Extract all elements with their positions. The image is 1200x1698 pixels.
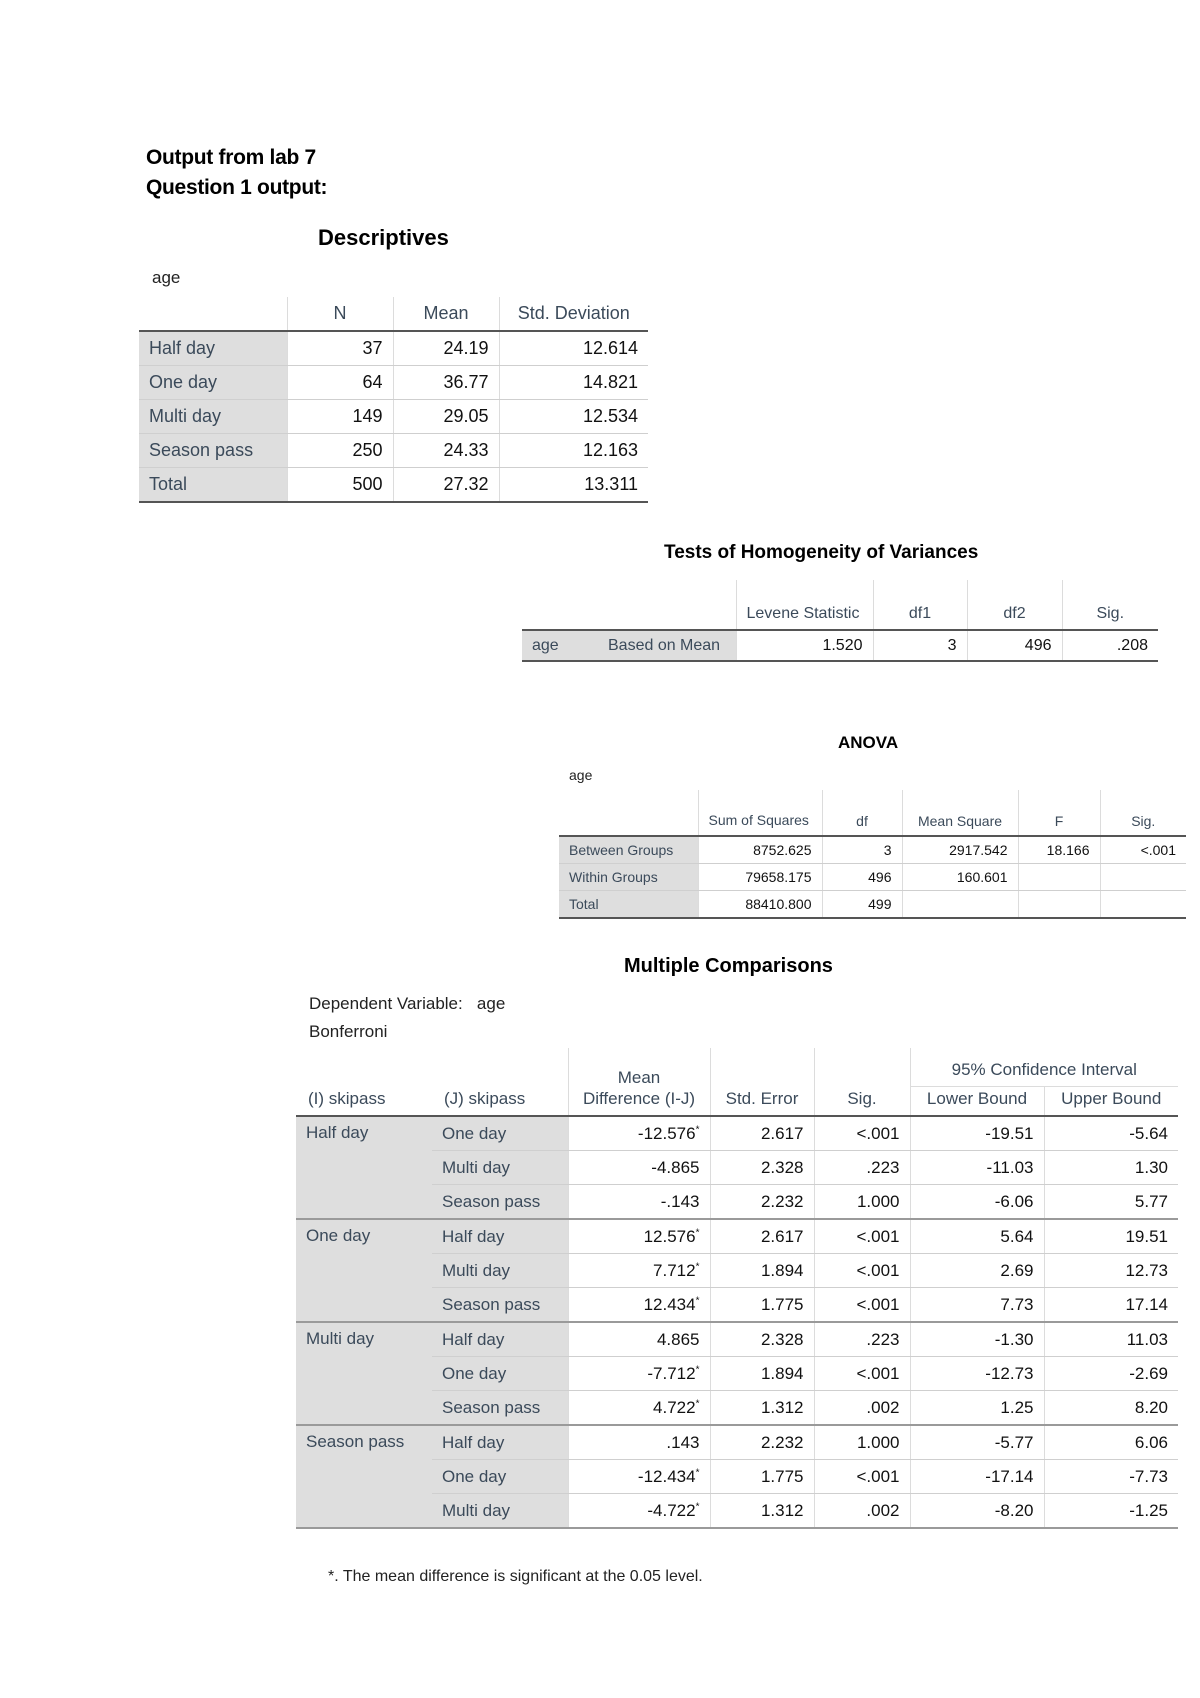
mean-square: 160.601 <box>902 864 1018 891</box>
table-row <box>139 434 648 468</box>
f-value <box>1018 864 1100 891</box>
levene-title: Tests of Homogeneity of Variances <box>664 542 979 563</box>
column-header: Levene Statistic <box>736 580 873 630</box>
descriptives-table <box>139 297 648 503</box>
n-value: 149 <box>287 400 393 434</box>
mean-difference <box>568 1494 710 1529</box>
table-row <box>296 1219 1178 1254</box>
upper-bound: 6.06 <box>1044 1425 1178 1460</box>
significance-footnote: *. The mean difference is significant at the 0.05 level. <box>328 1568 703 1585</box>
row-label: Total <box>559 891 698 919</box>
group-label-j: One day <box>432 1460 568 1494</box>
table-row <box>139 366 648 400</box>
table-row <box>296 1116 1178 1151</box>
significance-marker: * <box>695 1500 700 1512</box>
group-label-j: Half day <box>432 1322 568 1357</box>
lower-bound: 5.64 <box>910 1219 1044 1254</box>
significance-marker: * <box>695 1466 700 1478</box>
anova-variable: age <box>569 767 593 783</box>
row-label: Season pass <box>139 434 287 468</box>
levene-statistic: 1.520 <box>736 630 873 661</box>
mean-difference-value: 12.576 <box>643 1226 696 1246</box>
upper-bound: 12.73 <box>1044 1254 1178 1288</box>
row-label: Half day <box>139 331 287 366</box>
column-header: Sig. <box>1100 790 1186 836</box>
std-error: 1.894 <box>710 1254 814 1288</box>
table-row <box>139 468 648 503</box>
mean-value: 24.19 <box>393 331 499 366</box>
mean-difference <box>568 1116 710 1151</box>
column-header: F <box>1018 790 1100 836</box>
upper-bound: 8.20 <box>1044 1391 1178 1426</box>
row-basis: Based on Mean <box>598 630 736 661</box>
mean-difference-value: -7.712 <box>647 1363 696 1383</box>
sig-value: <.001 <box>814 1357 910 1391</box>
sig-value: <.001 <box>814 1254 910 1288</box>
mean-difference-value: .143 <box>666 1432 700 1452</box>
levene-df1: 3 <box>873 630 967 661</box>
std-error: 1.312 <box>710 1391 814 1426</box>
mean-difference <box>568 1185 710 1220</box>
group-label-j: Season pass <box>432 1185 568 1220</box>
significance-marker: * <box>695 1123 700 1135</box>
mean-difference <box>568 1322 710 1357</box>
sig-value: <.001 <box>814 1460 910 1494</box>
sum-of-squares: 8752.625 <box>698 836 822 864</box>
row-variable: age <box>522 630 598 661</box>
mean-difference <box>568 1254 710 1288</box>
mean-square <box>902 891 1018 919</box>
group-label-j: Season pass <box>432 1288 568 1323</box>
descriptives-variable: age <box>152 268 181 287</box>
group-label-j: One day <box>432 1357 568 1391</box>
upper-bound: 1.30 <box>1044 1151 1178 1185</box>
column-header: (I) skipass <box>296 1086 432 1116</box>
levene-sig: .208 <box>1062 630 1158 661</box>
sig-value: <.001 <box>814 1288 910 1323</box>
column-header: Std. Deviation <box>499 297 648 331</box>
mean-difference <box>568 1151 710 1185</box>
significance-marker: * <box>695 1260 700 1272</box>
column-header: Sig. <box>1062 580 1158 630</box>
sig-value: <.001 <box>1100 836 1186 864</box>
lower-bound: 2.69 <box>910 1254 1044 1288</box>
std-error: 2.328 <box>710 1151 814 1185</box>
group-label-i: Season pass <box>296 1425 432 1528</box>
significance-marker: * <box>695 1397 700 1409</box>
n-value: 250 <box>287 434 393 468</box>
mean-value: 29.05 <box>393 400 499 434</box>
std-error: 2.328 <box>710 1322 814 1357</box>
column-header: Sig. <box>814 1048 910 1116</box>
upper-bound: -2.69 <box>1044 1357 1178 1391</box>
df-value: 3 <box>822 836 902 864</box>
row-label: Between Groups <box>559 836 698 864</box>
column-header: N <box>287 297 393 331</box>
column-header: Sum of Squares <box>698 790 822 836</box>
column-header: Mean Difference (I-J) <box>568 1048 710 1116</box>
mean-difference <box>568 1460 710 1494</box>
sum-of-squares: 88410.800 <box>698 891 822 919</box>
sum-of-squares: 79658.175 <box>698 864 822 891</box>
upper-bound: 19.51 <box>1044 1219 1178 1254</box>
df-value: 499 <box>822 891 902 919</box>
sig-value: .223 <box>814 1151 910 1185</box>
table-row <box>559 891 1186 919</box>
group-label-j: Season pass <box>432 1391 568 1426</box>
n-value: 37 <box>287 331 393 366</box>
mean-value: 27.32 <box>393 468 499 503</box>
group-label-i: Half day <box>296 1116 432 1219</box>
df-value: 496 <box>822 864 902 891</box>
group-label-j: Multi day <box>432 1151 568 1185</box>
sig-value: .002 <box>814 1494 910 1529</box>
lower-bound: 1.25 <box>910 1391 1044 1426</box>
mean-difference <box>568 1391 710 1426</box>
sd-value: 14.821 <box>499 366 648 400</box>
std-error: 1.894 <box>710 1357 814 1391</box>
mean-difference-value: 12.434 <box>643 1294 696 1314</box>
mean-difference-value: -.143 <box>660 1191 700 1211</box>
column-header: df <box>822 790 902 836</box>
mean-difference-value: 4.722 <box>653 1397 696 1417</box>
table-row <box>559 864 1186 891</box>
std-error: 2.232 <box>710 1185 814 1220</box>
method-note: Bonferroni <box>309 1022 388 1041</box>
table-row <box>139 331 648 366</box>
significance-marker: * <box>695 1363 700 1375</box>
dependent-variable-label: Dependent Variable: <box>309 994 463 1013</box>
sd-value: 13.311 <box>499 468 648 503</box>
levene-table <box>522 580 1158 662</box>
significance-marker: * <box>695 1226 700 1238</box>
mean-difference-value: -4.865 <box>651 1157 700 1177</box>
column-header: (J) skipass <box>432 1086 568 1116</box>
sig-value: .223 <box>814 1322 910 1357</box>
row-label: One day <box>139 366 287 400</box>
table-row <box>559 836 1186 864</box>
upper-bound: -1.25 <box>1044 1494 1178 1529</box>
lower-bound: -19.51 <box>910 1116 1044 1151</box>
std-error: 1.312 <box>710 1494 814 1529</box>
group-label-j: One day <box>432 1116 568 1151</box>
std-error: 1.775 <box>710 1460 814 1494</box>
descriptives-title: Descriptives <box>318 225 449 250</box>
levene-df2: 496 <box>967 630 1062 661</box>
lower-bound: 7.73 <box>910 1288 1044 1323</box>
group-label-i: One day <box>296 1219 432 1322</box>
sig-value: <.001 <box>814 1116 910 1151</box>
column-header: Upper Bound <box>1044 1086 1178 1116</box>
lower-bound: -17.14 <box>910 1460 1044 1494</box>
table-row <box>139 400 648 434</box>
sig-value <box>1100 864 1186 891</box>
mean-difference <box>568 1357 710 1391</box>
table-row <box>296 1425 1178 1460</box>
lower-bound: -5.77 <box>910 1425 1044 1460</box>
sd-value: 12.163 <box>499 434 648 468</box>
column-header: Std. Error <box>710 1048 814 1116</box>
std-error: 2.617 <box>710 1219 814 1254</box>
question-heading: Question 1 output: <box>146 176 328 199</box>
group-label-j: Multi day <box>432 1254 568 1288</box>
upper-bound: 5.77 <box>1044 1185 1178 1220</box>
column-header: df2 <box>967 580 1062 630</box>
anova-title: ANOVA <box>838 733 899 752</box>
std-error: 1.775 <box>710 1288 814 1323</box>
sig-value <box>1100 891 1186 919</box>
lower-bound: -12.73 <box>910 1357 1044 1391</box>
upper-bound: -7.73 <box>1044 1460 1178 1494</box>
multiple-comparisons-title: Multiple Comparisons <box>624 955 833 977</box>
column-header: df1 <box>873 580 967 630</box>
mean-difference <box>568 1219 710 1254</box>
n-value: 64 <box>287 366 393 400</box>
anova-table <box>559 790 1186 919</box>
lower-bound: -6.06 <box>910 1185 1044 1220</box>
group-label-j: Half day <box>432 1219 568 1254</box>
mean-square: 2917.542 <box>902 836 1018 864</box>
lower-bound: -8.20 <box>910 1494 1044 1529</box>
mean-difference-value: -12.434 <box>637 1466 696 1486</box>
upper-bound: -5.64 <box>1044 1116 1178 1151</box>
multiple-comparisons-table <box>296 1048 1178 1529</box>
dependent-variable-note <box>309 994 505 1014</box>
column-header: Mean <box>393 297 499 331</box>
upper-bound: 11.03 <box>1044 1322 1178 1357</box>
n-value: 500 <box>287 468 393 503</box>
group-label-i: Multi day <box>296 1322 432 1425</box>
mean-difference-value: 4.865 <box>656 1329 700 1349</box>
column-header-confidence-interval: 95% Confidence Interval <box>910 1048 1178 1086</box>
document-heading: Output from lab 7 <box>146 146 316 169</box>
upper-bound: 17.14 <box>1044 1288 1178 1323</box>
column-header: Lower Bound <box>910 1086 1044 1116</box>
mean-difference <box>568 1288 710 1323</box>
mean-value: 36.77 <box>393 366 499 400</box>
lower-bound: -1.30 <box>910 1322 1044 1357</box>
row-label: Multi day <box>139 400 287 434</box>
sd-value: 12.614 <box>499 331 648 366</box>
column-header: Mean Square <box>902 790 1018 836</box>
mean-value: 24.33 <box>393 434 499 468</box>
row-label: Total <box>139 468 287 503</box>
std-error: 2.617 <box>710 1116 814 1151</box>
row-label: Within Groups <box>559 864 698 891</box>
sig-value: <.001 <box>814 1219 910 1254</box>
dependent-variable-value: age <box>476 994 506 1013</box>
lower-bound: -11.03 <box>910 1151 1044 1185</box>
group-label-j: Multi day <box>432 1494 568 1529</box>
sig-value: .002 <box>814 1391 910 1426</box>
group-label-j: Half day <box>432 1425 568 1460</box>
mean-difference-value: -4.722 <box>647 1500 696 1520</box>
mean-difference-value: -12.576 <box>637 1123 696 1143</box>
sd-value: 12.534 <box>499 400 648 434</box>
sig-value: 1.000 <box>814 1425 910 1460</box>
mean-difference <box>568 1425 710 1460</box>
f-value <box>1018 891 1100 919</box>
std-error: 2.232 <box>710 1425 814 1460</box>
f-value: 18.166 <box>1018 836 1100 864</box>
mean-difference-value: 7.712 <box>653 1260 696 1280</box>
sig-value: 1.000 <box>814 1185 910 1220</box>
table-row <box>296 1322 1178 1357</box>
significance-marker: * <box>695 1294 700 1306</box>
table-row <box>522 630 1158 661</box>
